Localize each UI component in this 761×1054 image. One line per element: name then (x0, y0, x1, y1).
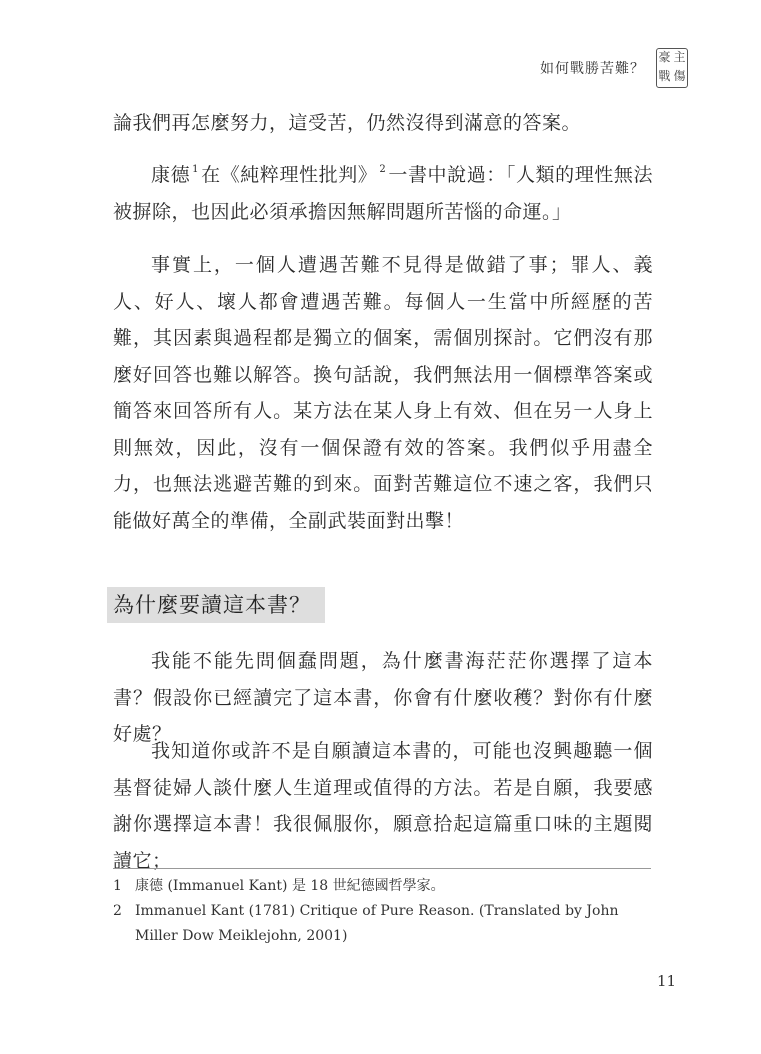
page-number: 11 (657, 972, 677, 990)
seal-char: 傷 (673, 69, 686, 83)
footnote-divider (113, 868, 651, 869)
kant-name: 康德 (151, 164, 191, 186)
paragraph-gratitude: 我知道你或許不是自願讀這本書的，可能也沒興趣聽一個基督徒婦人談什麼人生道理或值得的方法。若是自願，我要感謝你選擇這本書！我很佩服你，願意拾起這篇重口味的主題閱讀它； (113, 740, 653, 872)
seal-char: 戰 (658, 69, 671, 83)
footnote-1 (113, 874, 653, 899)
paragraph-suffering: 事實上，一個人遭遇苦難不見得是做錯了事；罪人、義人、好人、壞人都會遭遇苦難。每個人一生當中所經歷的苦難，其因素與過程都是獨立的個案，需個別探討。它們沒有那麼好回答也難以解答。換句話說，我們無法用一個標準答案或簡答來回答所有人。某方法在某人身上有效、但在另一人身上則無效，因此，沒有一個保證有效的答案。我們似乎用盡全力，也無法逃避苦難的到來。面對苦難這位不速之客，我們只能做好萬全的準備，全副武裝面對出擊！ (113, 254, 653, 532)
paragraph-kant-quote (113, 157, 653, 230)
footnote-line: Miller Dow Meiklejohn, 2001) (135, 928, 348, 944)
kant-quote-text: 一書中說過：「人類的理性無法被摒除，也因此必須承擔因無解問題所苦惱的命運。」 (113, 164, 653, 223)
running-header-title: 如何戰勝苦難？ (540, 61, 645, 77)
book-seal-logo (656, 48, 688, 88)
footnote-number: 1 (113, 878, 122, 894)
footnote-line (113, 899, 653, 924)
footnote-ref-1[interactable]: 1 (192, 164, 200, 175)
kant-book-text: 在《純粹理性批判》 (201, 164, 378, 186)
footnote-number: 2 (113, 903, 122, 919)
seal-char: 豪 (658, 50, 671, 64)
section-heading: 為什麼要讀這本書？ (107, 587, 325, 623)
footnote-2 (113, 899, 653, 949)
footnote-ref-2[interactable]: 2 (379, 164, 387, 175)
footnote-text: 康德 (Immanuel Kant) 是 18 世紀德國哲學家。 (135, 878, 445, 894)
seal-char: 主 (673, 50, 686, 64)
paragraph-question: 我能不能先問個蠢問題，為什麼書海茫茫你選擇了這本書？假設你已經讀完了這本書，你會有什麼收穫？對你有什麼好處？ (113, 650, 653, 745)
footnote-text: Immanuel Kant (1781) Critique of Pure Reason. (Translated by John (135, 903, 619, 919)
paragraph-continued: 論我們再怎麼努力，這受苦，仍然沒得到滿意的答案。 (113, 112, 582, 134)
